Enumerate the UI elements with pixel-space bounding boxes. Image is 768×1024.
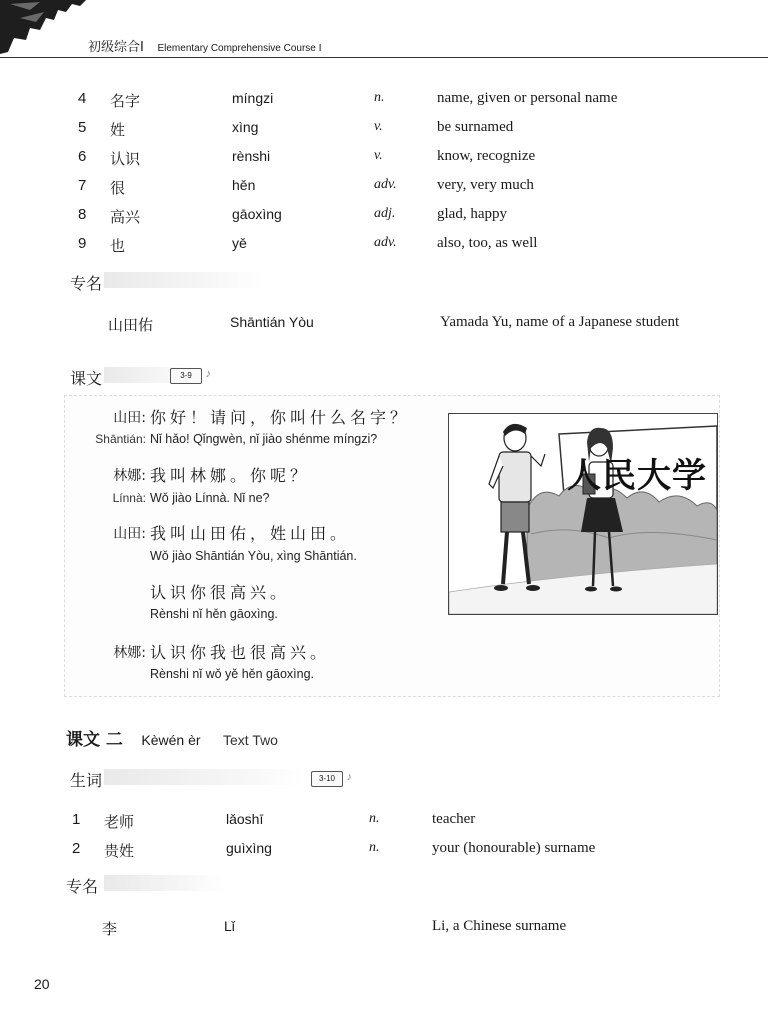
speaker-pinyin: Línnà: bbox=[112, 491, 146, 505]
vocab-pinyin: lǎoshī bbox=[226, 811, 264, 827]
vocab-hanzi: 姓 bbox=[110, 121, 126, 139]
speaker-name: 山田: bbox=[113, 526, 146, 542]
vocab-gloss: know, recognize bbox=[437, 148, 536, 164]
vocab-gloss: glad, happy bbox=[437, 206, 507, 222]
vocab-pinyin: gāoxìng bbox=[232, 206, 282, 222]
vocab-gloss: very, very much bbox=[437, 177, 534, 193]
proper-name-hanzi: 李 bbox=[102, 920, 118, 938]
vocab-pinyin: hěn bbox=[232, 177, 256, 193]
vocab-number: 6 bbox=[78, 148, 87, 165]
dialogue-pinyin: Wǒ jiào Línnà. Nǐ ne? bbox=[150, 491, 270, 505]
proper-name-pinyin: Shāntián Yòu bbox=[230, 314, 314, 330]
section-label-proper-names: 专名 bbox=[66, 877, 99, 896]
speaker-pinyin: Shāntián: bbox=[95, 432, 146, 446]
text-two-heading-en: Text Two bbox=[222, 732, 278, 748]
vocab-gloss: be surnamed bbox=[437, 119, 514, 135]
dialogue-hanzi: 你好！请问，你叫什么名字？ bbox=[150, 408, 411, 427]
vocab-hanzi: 很 bbox=[110, 179, 126, 197]
vocab-pinyin: rènshi bbox=[232, 148, 271, 164]
dialogue-hanzi: 认识你我也很高兴。 bbox=[150, 643, 331, 662]
vocab-number: 4 bbox=[78, 90, 87, 107]
brush-stroke-decoration bbox=[0, 0, 90, 55]
vocab-number: 1 bbox=[72, 811, 81, 828]
vocab-pos: adv. bbox=[374, 177, 397, 192]
proper-name-hanzi: 山田佑 bbox=[108, 316, 154, 334]
header-rule bbox=[0, 57, 768, 58]
proper-name-gloss: Yamada Yu, name of a Japanese student bbox=[440, 314, 680, 330]
vocab-pinyin: xìng bbox=[232, 119, 259, 135]
vocab-number: 5 bbox=[78, 119, 87, 136]
vocab-hanzi: 也 bbox=[110, 237, 126, 255]
speaker-name: 山田: bbox=[113, 410, 146, 426]
vocab-gloss: name, given or personal name bbox=[437, 90, 618, 106]
text-two-heading bbox=[66, 725, 278, 750]
vocab-hanzi: 贵姓 bbox=[104, 842, 135, 860]
sign-text: 人民大学 bbox=[567, 456, 707, 496]
vocab-number: 2 bbox=[72, 840, 81, 857]
section-bar-decoration bbox=[104, 769, 304, 785]
dialogue-pinyin: Rènshi nǐ hěn gāoxìng. bbox=[150, 607, 278, 621]
dialogue-hanzi: 认识你很高兴。 bbox=[150, 583, 291, 602]
audio-track-icon[interactable]: 3-10 ♪ bbox=[311, 771, 343, 787]
vocab-hanzi: 名字 bbox=[110, 92, 141, 110]
vocab-pos: v. bbox=[374, 148, 383, 163]
vocab-pinyin: yě bbox=[232, 235, 247, 251]
dialogue-pinyin: Wǒ jiào Shāntián Yòu, xìng Shāntián. bbox=[150, 549, 357, 563]
section-label-text: 课文 bbox=[70, 369, 103, 388]
vocab-pinyin: míngzi bbox=[232, 90, 274, 106]
vocab-gloss: also, too, as well bbox=[437, 235, 538, 251]
vocab-hanzi: 老师 bbox=[104, 813, 135, 831]
vocab-hanzi: 认识 bbox=[110, 150, 141, 168]
page-header bbox=[0, 0, 768, 60]
page-number: 20 bbox=[34, 976, 50, 992]
vocab-pos: adj. bbox=[374, 206, 396, 221]
dialogue-pinyin: Rènshi nǐ wǒ yě hěn gāoxìng. bbox=[150, 667, 314, 681]
speaker-name: 林娜: bbox=[113, 468, 146, 484]
vocab-number: 7 bbox=[78, 177, 87, 194]
section-bar-decoration bbox=[104, 875, 224, 891]
header-series-en: Elementary Comprehensive Course Ⅰ bbox=[157, 43, 322, 54]
dialogue-illustration bbox=[448, 413, 718, 615]
text-two-heading-pinyin: Kèwén èr bbox=[141, 732, 201, 748]
dialogue-pinyin: Nǐ hǎo! Qǐngwèn, nǐ jiào shénme míngzi? bbox=[150, 432, 378, 446]
header-title bbox=[88, 36, 322, 55]
vocab-pos: v. bbox=[374, 119, 383, 134]
vocab-pos: n. bbox=[374, 90, 385, 105]
section-bar-decoration bbox=[104, 272, 264, 288]
vocab-pos: n. bbox=[369, 811, 380, 826]
vocab-number: 8 bbox=[78, 206, 87, 223]
section-label-proper-names: 专名 bbox=[70, 274, 103, 293]
vocab-pinyin: guìxìng bbox=[226, 840, 272, 856]
dialogue-hanzi: 我叫林娜。你呢？ bbox=[150, 466, 311, 485]
speaker-name: 林娜: bbox=[113, 645, 146, 661]
vocab-gloss: teacher bbox=[432, 811, 476, 827]
audio-track-icon[interactable]: 3-9 ♪ bbox=[170, 368, 202, 384]
vocab-hanzi: 高兴 bbox=[110, 208, 141, 226]
vocab-pos: n. bbox=[369, 840, 380, 855]
illustration-drawing bbox=[449, 414, 717, 614]
vocab-pos: adv. bbox=[374, 235, 397, 250]
proper-name-pinyin: Lǐ bbox=[224, 918, 235, 934]
vocab-number: 9 bbox=[78, 235, 87, 252]
dialogue-hanzi: 我叫山田佑，姓山田。 bbox=[150, 524, 351, 543]
vocab-gloss: your (honourable) surname bbox=[432, 840, 596, 856]
section-label-new-words: 生词 bbox=[70, 771, 103, 790]
header-series-zh: 初级综合Ⅰ bbox=[88, 40, 144, 55]
proper-name-gloss: Li, a Chinese surname bbox=[432, 918, 567, 934]
text-two-heading-zh: 课文 二 bbox=[66, 730, 123, 750]
